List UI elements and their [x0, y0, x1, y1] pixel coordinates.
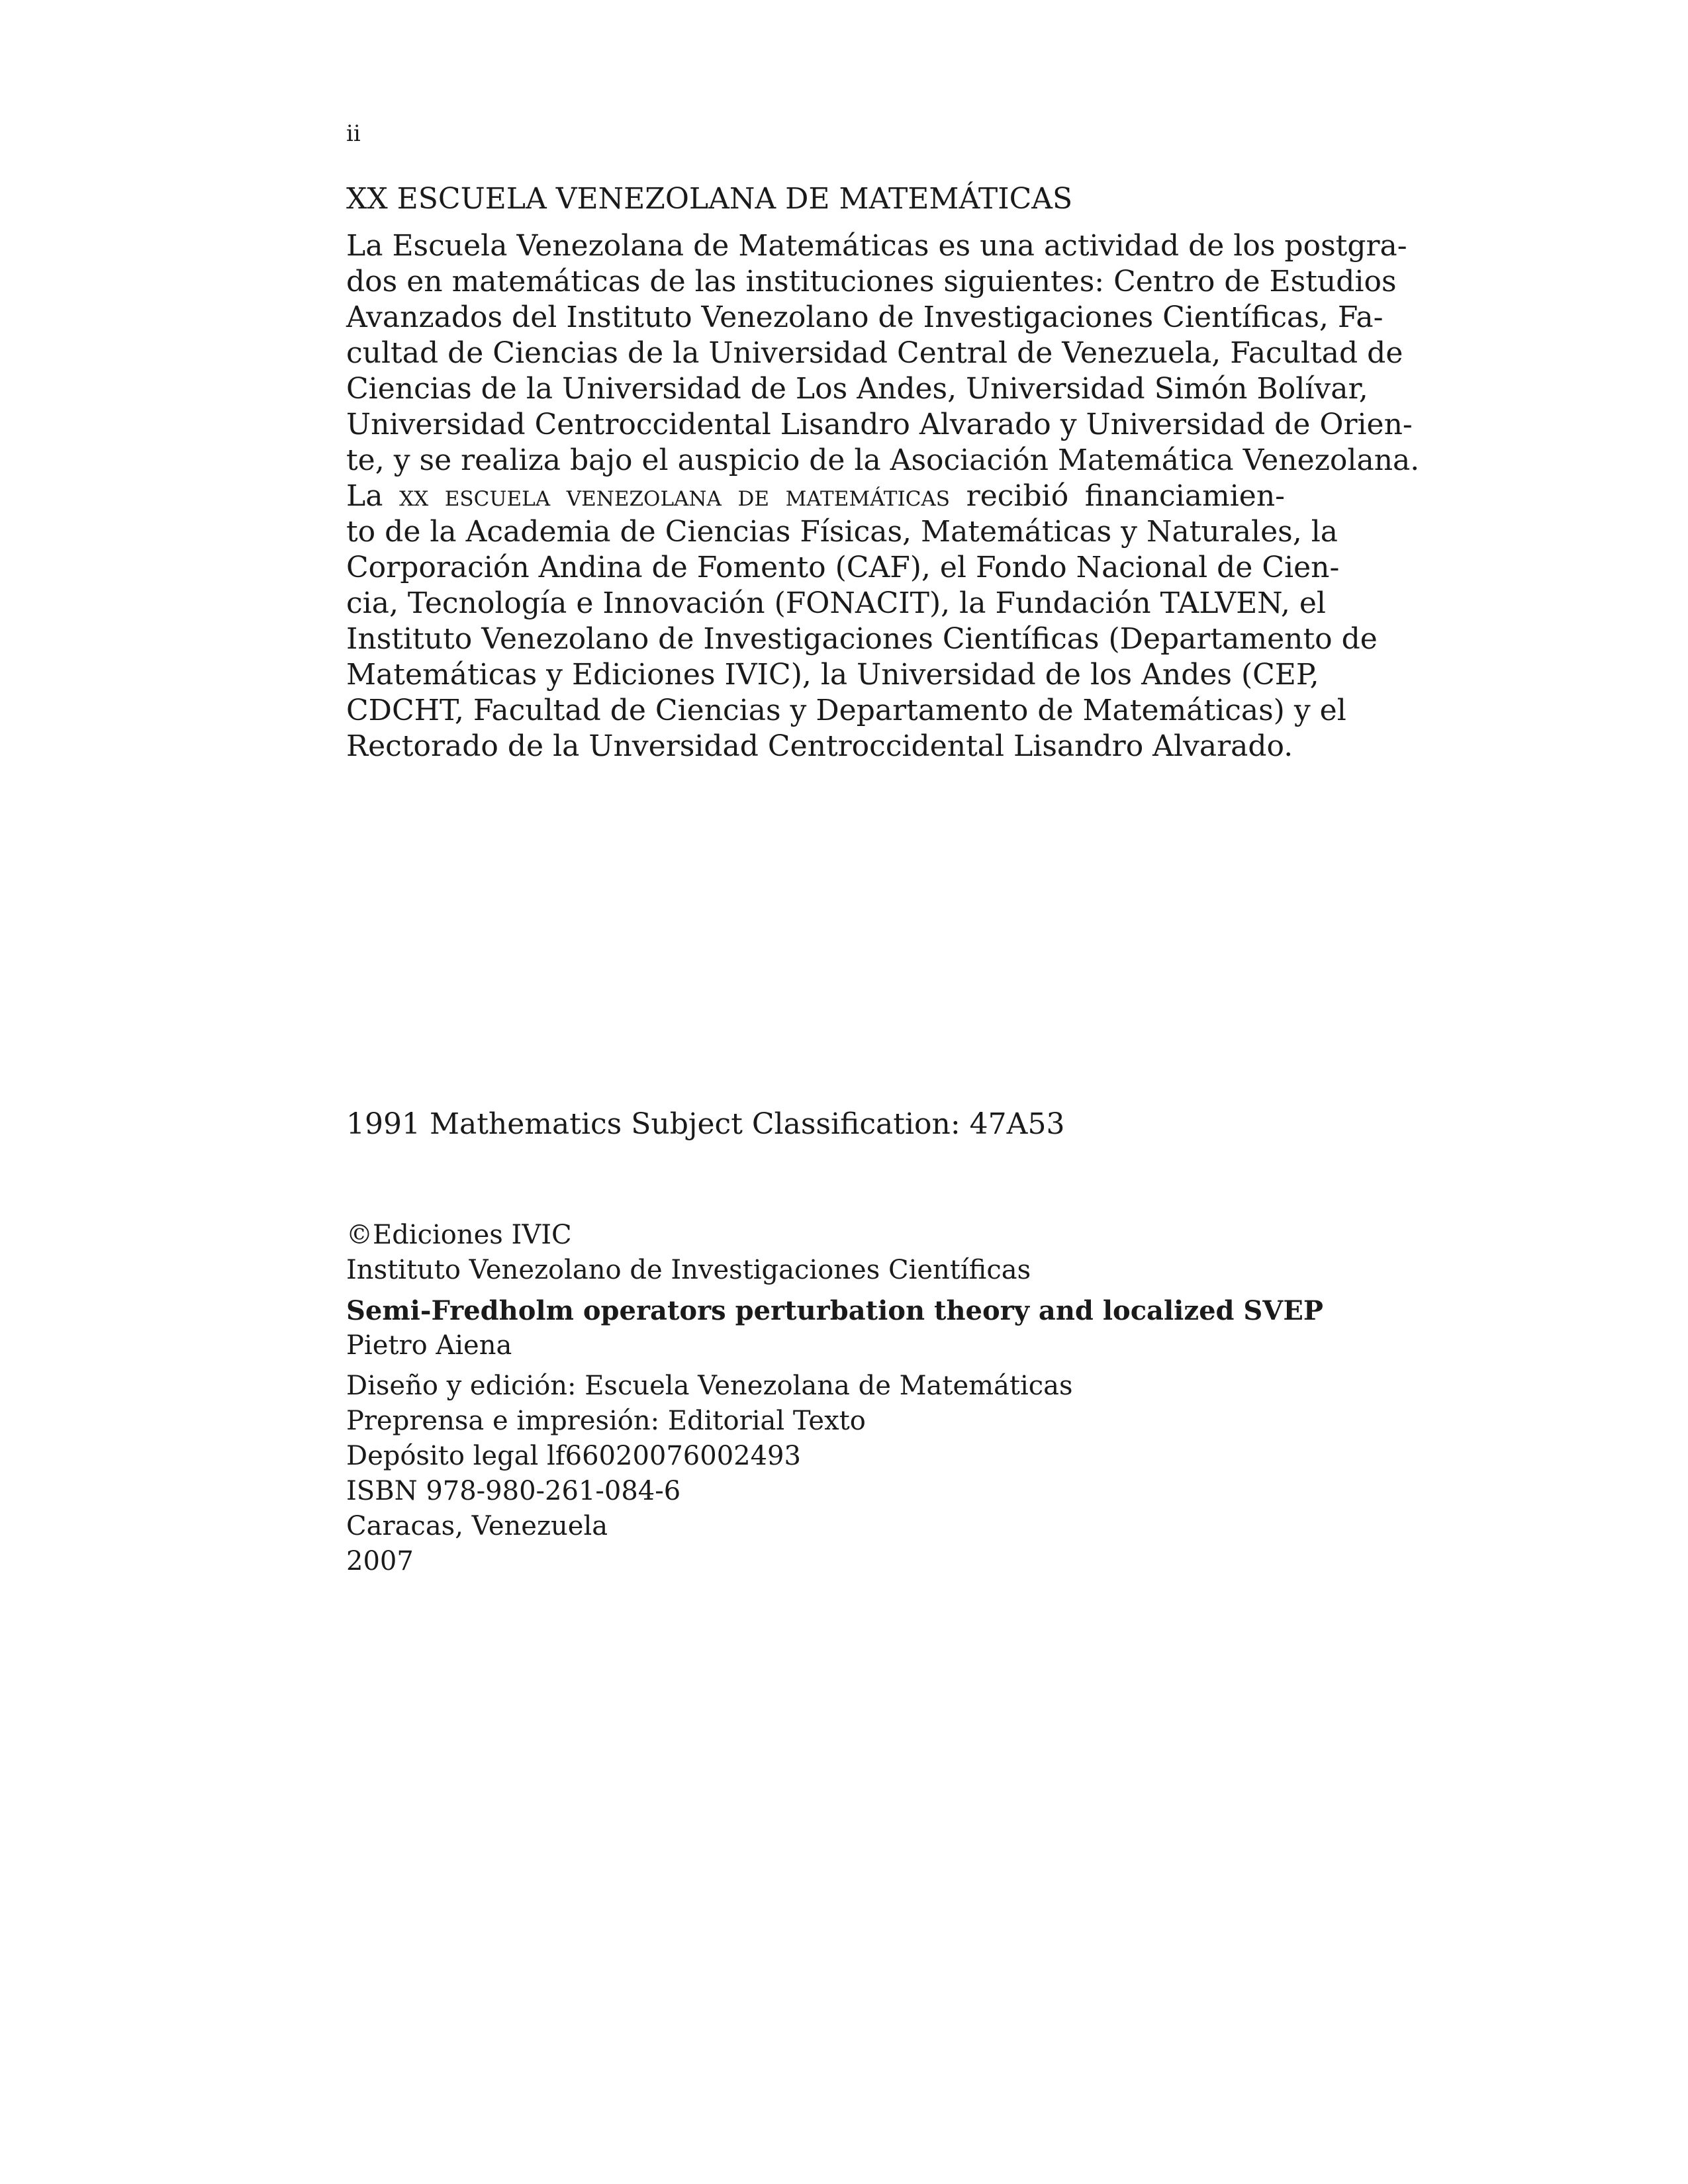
paragraph-line: to de la Academia de Ciencias Físicas, Matemáticas y Naturales, la — [346, 515, 1338, 549]
paragraph-line: dos en matemáticas de las instituciones siguientes: Centro de Estudios — [346, 265, 1397, 298]
paragraph-line: cia, Tecnología e Innovación (FONACIT), la Fundación TALVEN, el — [346, 586, 1326, 620]
paragraph-line: La Escuela Venezolana de Matemáticas es una actividad de los postgra- — [346, 229, 1407, 263]
body-paragraph — [346, 228, 1420, 764]
line-prefix: La — [346, 479, 400, 513]
paragraph-line: Instituto Venezolano de Investigaciones Científicas (Departamento de — [346, 622, 1378, 656]
book-title: Semi-Fredholm operators perturbation theory and localized SVEP — [346, 1295, 1323, 1326]
paragraph-line: Rectorado de la Unversidad Centroccidental Lisandro Alvarado. — [346, 729, 1293, 763]
publication-year: 2007 — [346, 1546, 414, 1576]
paragraph-line: Matemáticas y Ediciones IVIC), la Universidad de los Andes (CEP, — [346, 658, 1319, 692]
paragraph-line: Universidad Centroccidental Lisandro Alvarado y Universidad de Orien- — [346, 408, 1413, 441]
publication-place: Caracas, Venezuela — [346, 1511, 608, 1541]
page-title: XX ESCUELA VENEZOLANA DE MATEMÁTICAS — [346, 182, 1073, 216]
institute-line: Instituto Venezolano de Investigaciones Científicas — [346, 1255, 1031, 1285]
paragraph-line: cultad de Ciencias de la Universidad Central de Venezuela, Facultad de — [346, 336, 1403, 370]
copyright-line: ©Ediciones IVIC — [346, 1220, 572, 1250]
author-name: Pietro Aiena — [346, 1330, 512, 1361]
paragraph-line: Ciencias de la Universidad de Los Andes, Universidad Simón Bolívar, — [346, 372, 1368, 406]
line-suffix: recibió financiamien- — [950, 479, 1286, 513]
paragraph-line: CDCHT, Facultad de Ciencias y Departamento de Matemáticas) y el — [346, 694, 1346, 727]
page-number: ii — [346, 120, 361, 147]
paragraph-line: te, y se realiza bajo el auspicio de la Asociación Matemática Venezolana. — [346, 443, 1420, 477]
paragraph-line: Avanzados del Instituto Venezolano de Investigaciones Científicas, Fa- — [346, 300, 1383, 334]
print-credit: Preprensa e impresión: Editorial Texto — [346, 1406, 866, 1436]
subject-classification: 1991 Mathematics Subject Classification: 47A53 — [346, 1107, 1065, 1141]
isbn: ISBN 978-980-261-084-6 — [346, 1476, 681, 1506]
paragraph-line — [346, 478, 1285, 514]
imprint-block — [346, 1218, 1323, 1579]
design-credit: Diseño y edición: Escuela Venezolana de Matemáticas — [346, 1371, 1073, 1401]
legal-deposit: Depósito legal lf66020076002493 — [346, 1441, 801, 1471]
school-name-smallcaps: xx escuela venezolana de matemáticas — [399, 479, 951, 513]
paragraph-line: Corporación Andina de Fomento (CAF), el Fondo Nacional de Cien- — [346, 551, 1340, 584]
